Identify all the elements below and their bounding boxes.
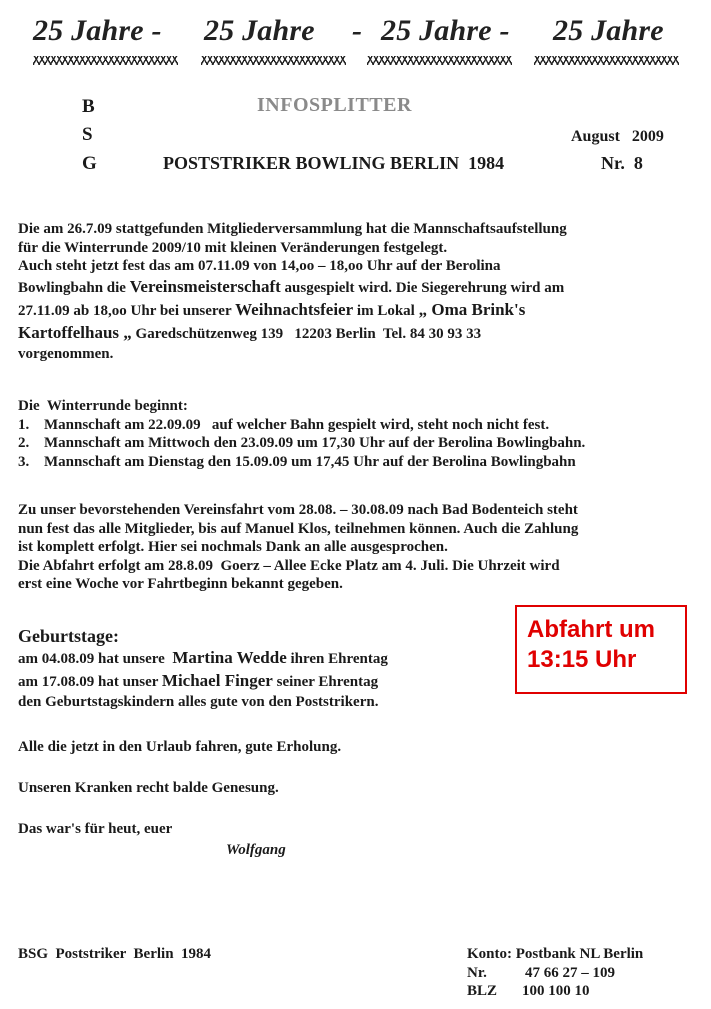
account-number-value: 47 66 27 – 109 — [525, 964, 615, 981]
list-text: Mannschaft am Mittwoch den 23.09.09 um 17,30 Uhr auf der Berolina Bowlingbahn. — [44, 435, 586, 452]
signature: Wolfgang — [226, 842, 286, 858]
text-segment: im Lokal — [353, 302, 419, 319]
text-line: Die am 26.7.09 stattgefunden Mitgliederversammlung hat die Mannschaftsaufstellung — [18, 221, 567, 237]
text-segment: am 17.08.09 hat unser — [18, 674, 162, 690]
bsg-letter-b: B — [82, 96, 95, 117]
birthdays-heading: Geburtstage: — [18, 626, 119, 646]
birthday-name: Michael Finger — [161, 671, 273, 690]
wavy-divider — [201, 56, 346, 65]
sick-wish: Unseren Kranken recht balde Genesung. — [18, 780, 279, 796]
club-name: POSTSTRIKER BOWLING BERLIN 1984 — [163, 153, 505, 173]
birthdays-section — [18, 625, 388, 712]
banner-item-4: 25 Jahre — [553, 14, 664, 47]
text-line: Die Abfahrt erfolgt am 28.8.09 Goerz – Allee Ecke Platz am 4. Juli. Die Uhrzeit wird — [18, 557, 560, 574]
text-segment: 27.11.09 ab 18,oo Uhr bei unserer — [18, 302, 236, 319]
issue-number: Nr. 8 — [601, 153, 643, 173]
text-segment: ausgespielt wird. Die Siegerehrung wird am — [280, 279, 565, 296]
list-number: 2. — [18, 435, 30, 452]
text-line: für die Winterrunde 2009/10 mit kleinen Veränderungen festgelegt. — [18, 239, 448, 256]
birthday-name: Martina Wedde — [172, 648, 287, 667]
club-championship: Vereinsmeisterschaft — [129, 276, 281, 296]
text-segment: Bowlingbahn die — [18, 279, 130, 296]
departure-notice — [515, 605, 687, 694]
text-segment: seiner Ehrentag — [272, 674, 379, 690]
birthday-line — [18, 647, 388, 670]
text-line: nun fest das alle Mitglieder, bis auf Manuel Klos, teilnehmen können. Auch die Zahlung — [18, 520, 579, 537]
list-text: Mannschaft am Dienstag den 15.09.09 um 17,45 Uhr auf der Berolina Bowlingbahn — [44, 453, 576, 470]
account-bank: Konto: Postbank NL Berlin — [467, 946, 644, 962]
text-line: den Geburtstagskindern alles gute von den Poststrikern. — [18, 694, 379, 710]
text-line: vorgenommen. — [18, 345, 114, 362]
footer-account — [467, 945, 643, 1001]
list-number: 1. — [18, 416, 30, 433]
text-line — [18, 322, 567, 345]
banner-dash: - — [352, 14, 363, 47]
christmas-party: Weihnachtsfeier — [235, 299, 354, 319]
meeting-paragraph — [18, 220, 567, 363]
trip-paragraph — [18, 501, 578, 594]
list-item — [18, 453, 585, 472]
bank-code-value: 100 100 10 — [522, 983, 590, 1000]
text-line: erst eine Woche vor Fahrtbeginn bekannt gegeben. — [18, 576, 343, 593]
winter-round-heading: Die Winterrunde beginnt: — [18, 398, 188, 414]
notice-line-2: 13:15 Uhr — [527, 646, 637, 673]
farewell-line: Das war's für heut, euer — [18, 821, 173, 837]
banner-item-2: 25 Jahre — [204, 14, 315, 47]
list-number: 3. — [18, 453, 30, 470]
text-line: Zu unser bevorstehenden Vereinsfahrt vom 28.08. – 30.08.09 nach Bad Bodenteich steht — [18, 502, 578, 518]
venue-name-cont: Kartoffelhaus „ — [18, 322, 132, 342]
winter-round-list — [18, 416, 585, 472]
birthday-line — [18, 670, 388, 693]
list-text: Mannschaft am 22.09.09 auf welcher Bahn gespielt wird, steht noch nicht fest. — [44, 416, 550, 433]
notice-line-1: Abfahrt um — [527, 616, 655, 643]
banner-item-1: 25 Jahre - — [33, 14, 162, 47]
wavy-divider — [534, 56, 679, 65]
banner-item-3: 25 Jahre - — [381, 14, 510, 47]
vacation-wish: Alle die jetzt in den Urlaub fahren, gute Erholung. — [18, 739, 342, 755]
account-number — [467, 964, 643, 983]
wavy-divider — [367, 56, 512, 65]
text-segment: am 04.08.09 hat unsere — [18, 651, 173, 667]
text-line — [18, 276, 567, 299]
footer-club: BSG Poststriker Berlin 1984 — [18, 946, 212, 962]
venue-address: Garedschützenweg 139 12203 Berlin Tel. 84 30 93 33 — [131, 325, 482, 342]
text-line — [18, 299, 567, 322]
winter-round-section — [18, 397, 585, 471]
text-segment: ihren Ehrentag — [286, 651, 388, 667]
venue-name: „ Oma Brink's — [418, 299, 526, 319]
bank-code — [467, 982, 643, 1001]
bank-code-label: BLZ — [467, 983, 498, 1000]
wavy-divider — [33, 56, 178, 65]
issue-date: August 2009 — [571, 128, 664, 145]
infosplitter-title: INFOSPLITTER — [257, 94, 412, 116]
list-item — [18, 434, 585, 453]
text-line: Auch steht jetzt fest das am 07.11.09 von 14,oo – 18,oo Uhr auf der Berolina — [18, 258, 501, 275]
account-number-label: Nr. — [467, 964, 487, 981]
text-line: ist komplett erfolgt. Hier sei nochmals Dank an alle ausgesprochen. — [18, 539, 448, 556]
bsg-letter-s: S — [82, 124, 93, 145]
bsg-letter-g: G — [82, 153, 97, 174]
list-item — [18, 416, 585, 435]
